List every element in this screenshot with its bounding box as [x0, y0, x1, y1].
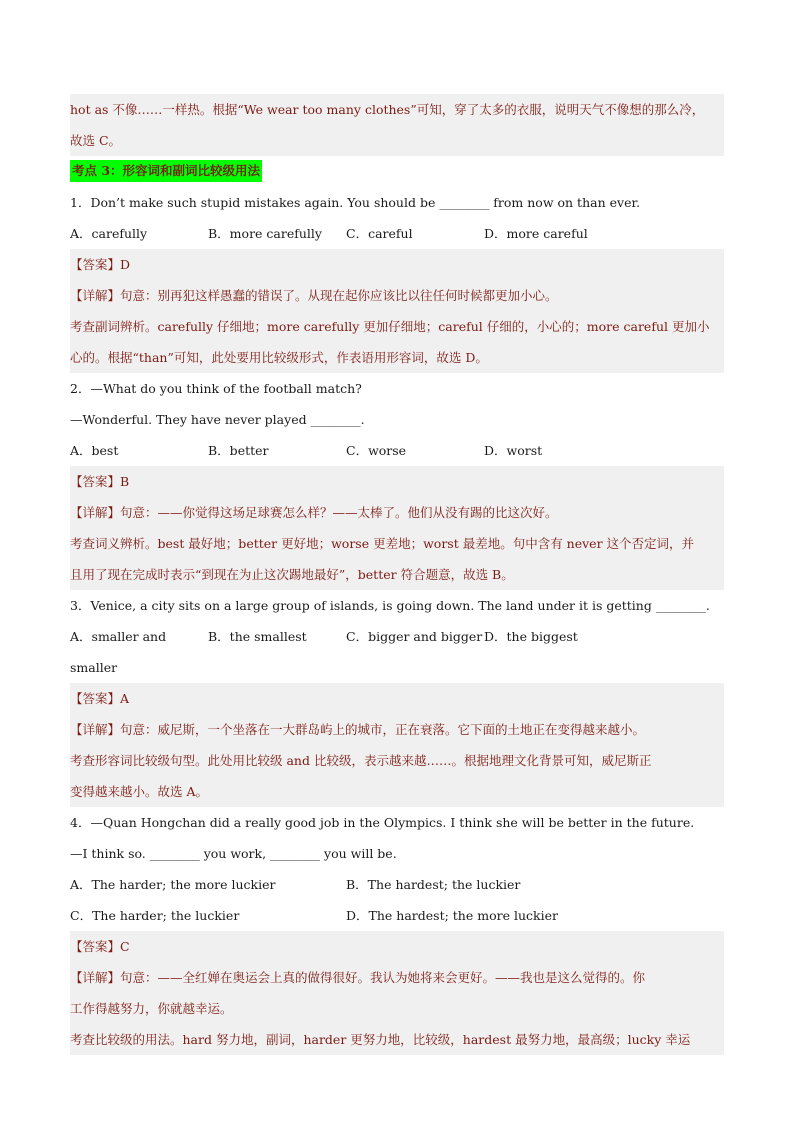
- option-b: B．The hardest; the luckier: [346, 877, 521, 892]
- question-stem: —I think so. ________ you work, ________ you will be.: [70, 846, 397, 861]
- intro-line: 故选 C。: [70, 133, 122, 148]
- detail-line: 【详解】句意：——全红婵在奥运会上真的做得很好。我认为她将来会更好。——我也是这么觉得的。你: [70, 970, 646, 985]
- option-a: A．The harder; the more luckier: [70, 877, 276, 892]
- document-page: [70, 94, 724, 1055]
- option-b: B．the smallest: [208, 629, 307, 644]
- question-stem: 4．—Quan Hongchan did a really good job in the Olympics. I think she will be better in the future.: [70, 815, 695, 830]
- question-options: [70, 621, 724, 683]
- option-d: D．worst: [484, 443, 543, 458]
- answer-block: [70, 931, 724, 1055]
- detail-line: 考查形容词比较级句型。此处用比较级 and 比较级，表示越来越……。根据地理文化背景可知，威尼斯正: [70, 753, 652, 768]
- detail-line: 【详解】句意：——你觉得这场足球赛怎么样？——太棒了。他们从没有踢的比这次好。: [70, 505, 558, 520]
- option-c: C．careful: [346, 226, 413, 241]
- answer-block: [70, 249, 724, 373]
- question-3: [70, 590, 724, 807]
- option-c: C．The harder; the luckier: [70, 908, 240, 923]
- answer-block: [70, 466, 724, 590]
- option-b: B．more carefully: [208, 226, 322, 241]
- option-c: C．bigger and bigger: [346, 629, 483, 644]
- question-stem: 2．—What do you think of the football match?: [70, 381, 362, 396]
- question-stem: —Wonderful. They have never played ________.: [70, 412, 365, 427]
- option-d: D．The hardest; the more luckier: [346, 908, 558, 923]
- intro-explanation: [70, 94, 724, 156]
- question-4: [70, 807, 724, 1055]
- answer-line: 【答案】C: [70, 939, 130, 954]
- option-d: D．more careful: [484, 226, 588, 241]
- option-b: B．better: [208, 443, 269, 458]
- detail-line: 变得越来越小。故选 A。: [70, 784, 209, 799]
- intro-line: hot as 不像……一样热。根据“We wear too many clothes”可知，穿了太多的衣服，说明天气不像想的那么冷，: [70, 102, 705, 117]
- question-2: [70, 373, 724, 590]
- detail-line: 考查副词辨析。carefully 仔细地；more carefully 更加仔细地；careful 仔细的，小心的；more careful 更加小: [70, 319, 710, 334]
- detail-line: 考查比较级的用法。hard 努力地，副词，harder 更努力地，比较级，hardest 最努力地，最高级；lucky 幸运: [70, 1032, 691, 1047]
- answer-line: 【答案】A: [70, 691, 130, 706]
- question-options: [70, 218, 724, 249]
- detail-line: 【详解】句意：别再犯这样愚蠢的错误了。从现在起你应该比以往任何时候都更加小心。: [70, 288, 558, 303]
- option-d: D．the biggest: [484, 629, 578, 644]
- option-c: C．worse: [346, 443, 407, 458]
- detail-line: 工作得越努力，你就越幸运。: [70, 1001, 233, 1016]
- answer-line: 【答案】D: [70, 257, 131, 272]
- option-a: A．best: [70, 443, 119, 458]
- question-options: [70, 900, 724, 931]
- detail-line: 心的。根据“than”可知，此处要用比较级形式，作表语用形容词，故选 D。: [70, 350, 488, 365]
- detail-line: 考查词义辨析。best 最好地；better 更好地；worse 更差地；worst 最差地。句中含有 never 这个否定词，并: [70, 536, 695, 551]
- section-heading: 考点 3：形容词和副词比较级用法: [70, 160, 262, 182]
- question-stem: 1．Don’t make such stupid mistakes again. You should be ________ from now on than ever.: [70, 195, 641, 210]
- question-1: [70, 187, 724, 373]
- question-options: [70, 435, 724, 466]
- question-stem: 3．Venice, a city sits on a large group of islands, is going down. The land under it is getting ________.: [70, 598, 710, 613]
- answer-line: 【答案】B: [70, 474, 130, 489]
- option-a: A．carefully: [70, 226, 148, 241]
- detail-line: 且用了现在完成时表示“到现在为止这次踢地最好”，better 符合题意，故选 B。: [70, 567, 514, 582]
- answer-block: [70, 683, 724, 807]
- detail-line: 【详解】句意：威尼斯，一个坐落在一大群岛屿上的城市，正在衰落。它下面的土地正在变得越来越小。: [70, 722, 646, 737]
- option-a: A．smaller and smaller: [70, 629, 167, 675]
- question-options: [70, 869, 724, 900]
